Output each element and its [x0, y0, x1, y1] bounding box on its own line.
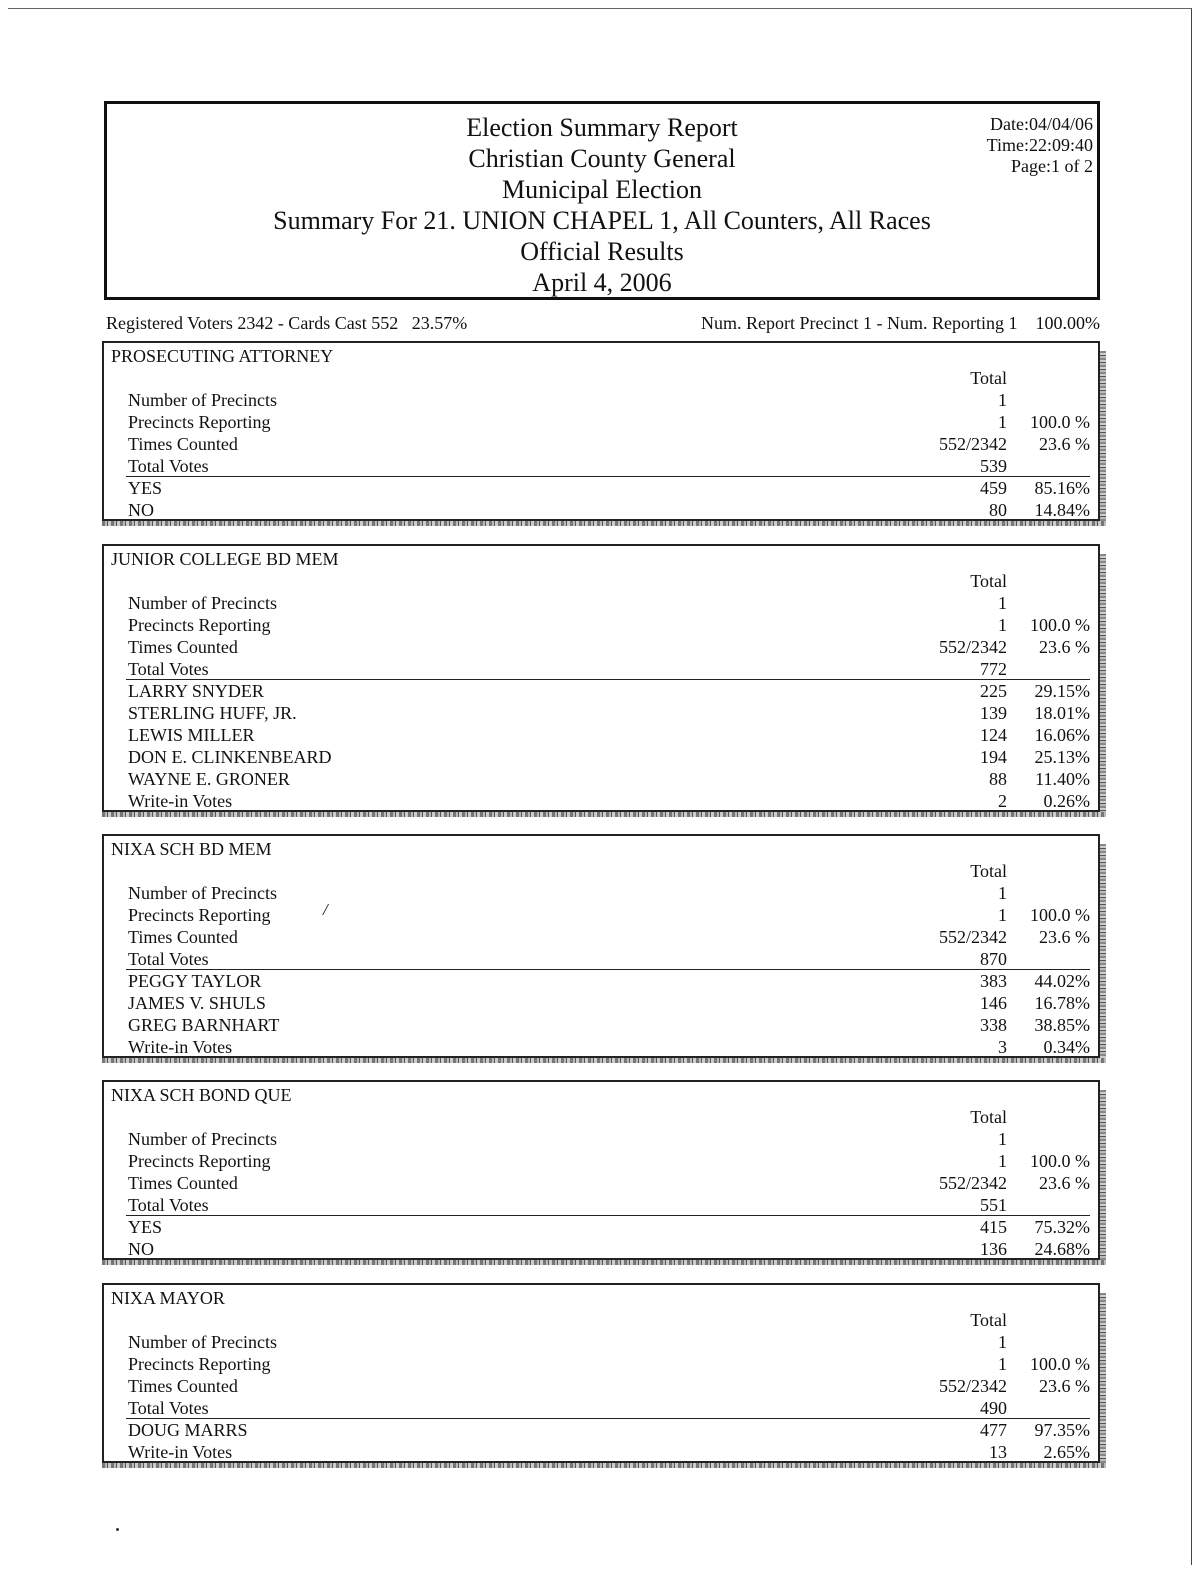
choice-percent: 75.32% [1034, 1217, 1090, 1237]
choice-votes: 80 [989, 500, 1007, 520]
stat-value: 551 [980, 1195, 1007, 1215]
report-time: Time:22:09:40 [986, 135, 1093, 155]
choice-percent: 38.85% [1034, 1015, 1090, 1035]
stat-value: 1 [998, 883, 1007, 903]
choice-votes: 2 [998, 791, 1007, 811]
choice-votes: 139 [980, 703, 1007, 723]
choice-row [104, 1419, 1098, 1441]
stat-value: 870 [980, 949, 1007, 969]
choice-row [104, 1036, 1098, 1058]
stat-row [104, 1375, 1098, 1397]
stat-percent: 23.6 % [1039, 1173, 1090, 1193]
stat-percent: 100.0 % [1030, 615, 1090, 635]
stat-row [104, 411, 1098, 433]
choice-name: NO [128, 500, 154, 520]
choice-row [104, 499, 1098, 521]
choice-votes: 136 [980, 1239, 1007, 1259]
stat-label: Total Votes [128, 1195, 209, 1215]
choice-row [104, 702, 1098, 724]
race-title: NIXA SCH BOND QUE [111, 1085, 292, 1105]
choice-percent: 25.13% [1034, 747, 1090, 767]
race-title: NIXA SCH BD MEM [111, 839, 272, 859]
choice-row [104, 477, 1098, 499]
race-title: NIXA MAYOR [111, 1288, 225, 1308]
choice-votes: 146 [980, 993, 1007, 1013]
choice-row [104, 768, 1098, 790]
stat-percent: 100.0 % [1030, 1151, 1090, 1171]
stat-row [104, 1172, 1098, 1194]
choice-percent: 2.65% [1043, 1442, 1090, 1462]
report-title: Election Summary Report [466, 113, 738, 142]
choice-name: WAYNE E. GRONER [128, 769, 290, 789]
stat-row [104, 614, 1098, 636]
stat-row [104, 636, 1098, 658]
choice-percent: 0.26% [1043, 791, 1090, 811]
choice-name: YES [128, 478, 163, 498]
stat-row [104, 948, 1098, 970]
choice-percent: 97.35% [1034, 1420, 1090, 1440]
county-name: Christian County General [468, 144, 736, 173]
stat-value: 772 [980, 659, 1007, 679]
choice-name: STERLING HUFF, JR. [128, 703, 297, 723]
choice-percent: 14.84% [1034, 500, 1090, 520]
choice-votes: 13 [989, 1442, 1007, 1462]
choice-percent: 18.01% [1034, 703, 1090, 723]
total-column-header: Total [970, 1310, 1007, 1330]
stat-percent: 23.6 % [1039, 1376, 1090, 1396]
stat-label: Times Counted [128, 637, 238, 657]
report-header [104, 101, 1100, 300]
stat-label: Total Votes [128, 1398, 209, 1418]
stat-label: Precincts Reporting [128, 1354, 271, 1374]
race-box [102, 544, 1100, 812]
report-title-block [107, 112, 1097, 298]
race-box [102, 1283, 1100, 1463]
stat-label: Precincts Reporting [128, 1151, 271, 1171]
choice-row [104, 1441, 1098, 1463]
total-column-header: Total [970, 368, 1007, 388]
summary-scope: Summary For 21. UNION CHAPEL 1, All Counters, All Races [273, 206, 931, 235]
total-column-header: Total [970, 1107, 1007, 1127]
stat-percent: 100.0 % [1030, 412, 1090, 432]
stat-label: Precincts Reporting [128, 905, 271, 925]
choice-percent: 0.34% [1043, 1037, 1090, 1057]
choice-percent: 29.15% [1034, 681, 1090, 701]
stat-value: 1 [998, 1129, 1007, 1149]
total-column-header: Total [970, 861, 1007, 881]
election-name: Municipal Election [501, 175, 702, 204]
race-title: JUNIOR COLLEGE BD MEM [111, 549, 339, 569]
stat-row [104, 882, 1098, 904]
choice-name: Write-in Votes [128, 1037, 233, 1057]
stat-row [104, 592, 1098, 614]
stat-value: 1 [998, 593, 1007, 613]
stat-label: Times Counted [128, 1173, 238, 1193]
choice-votes: 477 [980, 1420, 1007, 1440]
stat-label: Number of Precincts [128, 1129, 277, 1149]
stat-label: Times Counted [128, 434, 238, 454]
election-date: April 4, 2006 [532, 268, 672, 297]
stat-label: Total Votes [128, 949, 209, 969]
choice-votes: 383 [980, 971, 1007, 991]
stat-row [104, 1194, 1098, 1216]
stat-label: Total Votes [128, 659, 209, 679]
stat-row [104, 1150, 1098, 1172]
stat-percent: 23.6 % [1039, 927, 1090, 947]
page-number: Page:1 of 2 [1011, 156, 1093, 176]
choice-row [104, 992, 1098, 1014]
choice-name: PEGGY TAYLOR [128, 971, 262, 991]
choice-votes: 415 [980, 1217, 1007, 1237]
choice-percent: 16.78% [1034, 993, 1090, 1013]
choice-name: LEWIS MILLER [128, 725, 255, 745]
voter-summary [104, 311, 1100, 335]
choice-percent: 11.40% [1035, 769, 1090, 789]
precinct-reporting-summary: Num. Report Precinct 1 - Num. Reporting 1 100.00% [701, 313, 1100, 333]
report-date: Date:04/04/06 [990, 114, 1093, 134]
choice-votes: 459 [980, 478, 1007, 498]
choice-name: GREG BARNHART [128, 1015, 280, 1035]
stray-dot [116, 1528, 119, 1531]
stat-label: Precincts Reporting [128, 615, 271, 635]
choice-row [104, 1216, 1098, 1238]
stat-label: Number of Precincts [128, 593, 277, 613]
choice-percent: 16.06% [1034, 725, 1090, 745]
results-status: Official Results [520, 237, 684, 266]
stat-row [104, 1331, 1098, 1353]
stat-value: 552/2342 [938, 927, 1007, 947]
stat-value: 1 [998, 1332, 1007, 1352]
stat-percent: 23.6 % [1039, 637, 1090, 657]
choice-votes: 225 [980, 681, 1007, 701]
pen-mark: / [323, 900, 328, 919]
race-box [102, 1080, 1100, 1260]
report-meta [987, 114, 1093, 177]
stat-value: 1 [998, 905, 1007, 925]
stat-value: 1 [998, 390, 1007, 410]
stat-value: 1 [998, 1354, 1007, 1374]
choice-votes: 3 [998, 1037, 1007, 1057]
choice-votes: 338 [980, 1015, 1007, 1035]
stat-value: 1 [998, 615, 1007, 635]
stat-label: Times Counted [128, 1376, 238, 1396]
stat-percent: 23.6 % [1039, 434, 1090, 454]
stat-value: 490 [980, 1398, 1007, 1418]
stat-percent: 100.0 % [1030, 905, 1090, 925]
stat-row [104, 1353, 1098, 1375]
choice-row [104, 1014, 1098, 1036]
stat-row [104, 658, 1098, 680]
choice-percent: 85.16% [1034, 478, 1090, 498]
registered-voters-summary: Registered Voters 2342 - Cards Cast 552 23.57% [106, 313, 468, 333]
stat-label: Times Counted [128, 927, 238, 947]
stat-row [104, 433, 1098, 455]
choice-name: Write-in Votes [128, 1442, 233, 1462]
choice-votes: 124 [980, 725, 1007, 745]
stat-value: 552/2342 [938, 1173, 1007, 1193]
choice-name: LARRY SNYDER [128, 681, 264, 701]
choice-name: DON E. CLINKENBEARD [128, 747, 332, 767]
stat-label: Number of Precincts [128, 1332, 277, 1352]
stat-value: 552/2342 [938, 1376, 1007, 1396]
stat-row [104, 1397, 1098, 1419]
race-box [102, 834, 1100, 1058]
choice-name: Write-in Votes [128, 791, 233, 811]
choice-name: JAMES V. SHULS [128, 993, 266, 1013]
stat-value: 1 [998, 412, 1007, 432]
choice-percent: 44.02% [1034, 971, 1090, 991]
stat-label: Number of Precincts [128, 390, 277, 410]
stat-row [104, 455, 1098, 477]
race-title: PROSECUTING ATTORNEY [111, 346, 334, 366]
race-box [102, 341, 1100, 521]
stat-value: 1 [998, 1151, 1007, 1171]
stat-row [104, 926, 1098, 948]
stat-label: Total Votes [128, 456, 209, 476]
stat-value: 552/2342 [938, 637, 1007, 657]
choice-name: YES [128, 1217, 163, 1237]
stat-label: Precincts Reporting [128, 412, 271, 432]
stat-row [104, 1128, 1098, 1150]
stat-value: 552/2342 [938, 434, 1007, 454]
choice-name: DOUG MARRS [128, 1420, 248, 1440]
stat-value: 539 [980, 456, 1007, 476]
choice-row [104, 680, 1098, 702]
choice-row [104, 1238, 1098, 1260]
choice-row [104, 724, 1098, 746]
stat-label: Number of Precincts [128, 883, 277, 903]
choice-row [104, 746, 1098, 768]
choice-row [104, 790, 1098, 812]
stat-percent: 100.0 % [1030, 1354, 1090, 1374]
stat-row [104, 389, 1098, 411]
choice-row [104, 970, 1098, 992]
choice-name: NO [128, 1239, 154, 1259]
stat-row [104, 904, 1098, 926]
total-column-header: Total [970, 571, 1007, 591]
choice-votes: 88 [989, 769, 1007, 789]
choice-percent: 24.68% [1034, 1239, 1090, 1259]
choice-votes: 194 [980, 747, 1007, 767]
